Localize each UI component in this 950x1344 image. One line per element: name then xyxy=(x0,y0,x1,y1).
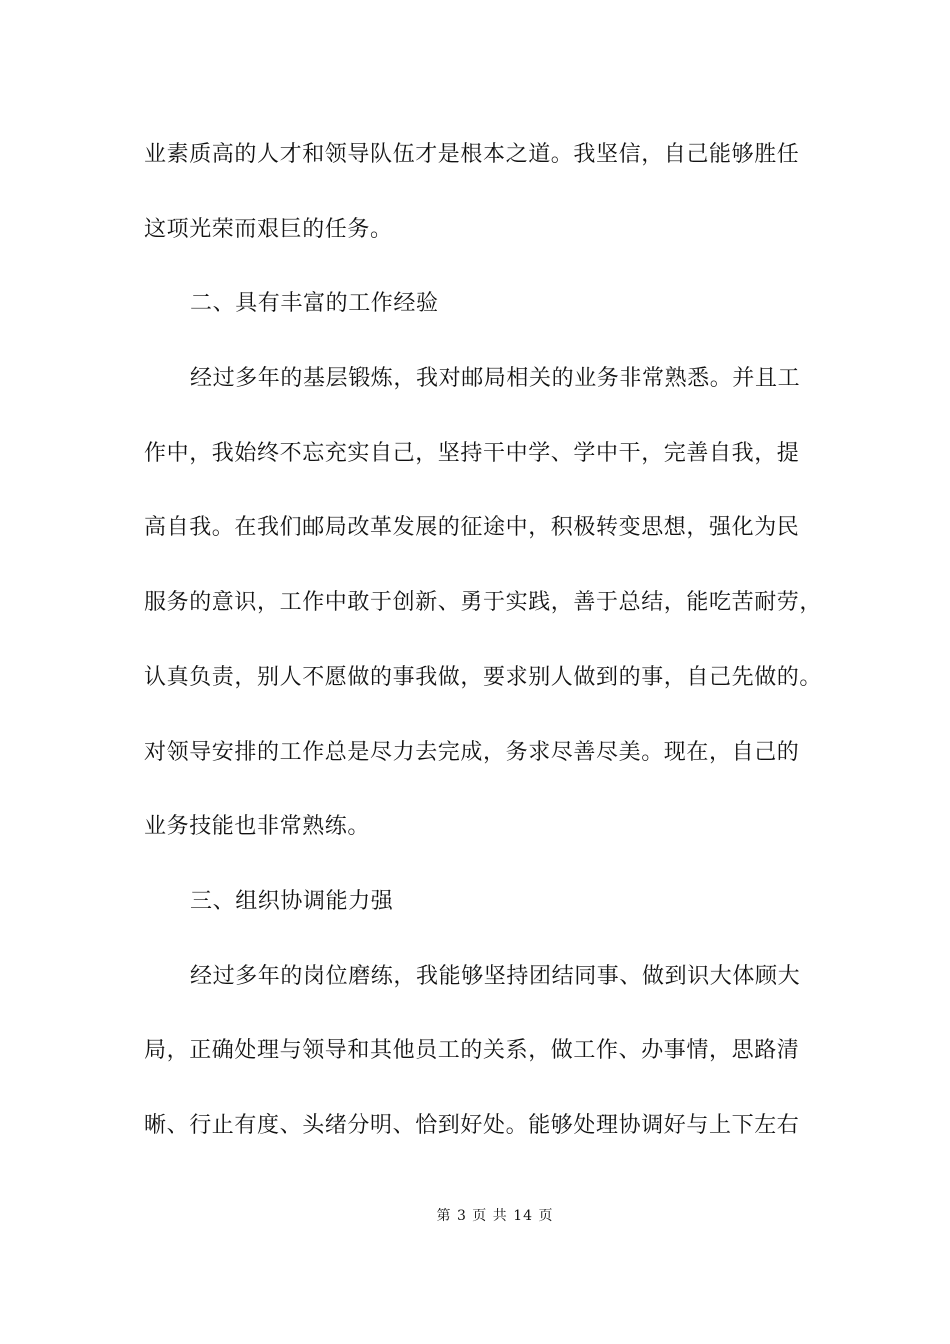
text-line: 高自我。在我们邮局改革发展的征途中，积极转变思想，强化为民 xyxy=(144,515,800,541)
text-line: 经过多年的岗位磨练，我能够坚持团结同事、做到识大体顾大 xyxy=(190,963,801,989)
text-line: 业素质高的人才和领导队伍才是根本之道。我坚信，自己能够胜任 xyxy=(144,142,800,167)
section-heading: 三、组织协调能力强 xyxy=(190,888,394,914)
page-number-footer: 第 3 页 共 14 页 xyxy=(436,1208,554,1224)
text-line: 服务的意识，工作中敢于创新、勇于实践，善于总结，能吃苦耐劳， xyxy=(144,590,823,616)
text-line: 局，正确处理与领导和其他员工的关系，做工作、办事情，思路清 xyxy=(144,1038,800,1064)
text-line: 作中，我始终不忘充实自己，坚持干中学、学中干，完善自我，提 xyxy=(144,440,800,466)
text-line: 业务技能也非常熟练。 xyxy=(144,814,371,840)
text-line: 晰、行止有度、头绪分明、恰到好处。能够处理协调好与上下左右 xyxy=(144,1112,800,1138)
text-line: 认真负责，别人不愿做的事我做，要求别人做到的事，自己先做的。 xyxy=(144,664,823,690)
text-line: 对领导安排的工作总是尽力去完成，务求尽善尽美。现在，自己的 xyxy=(144,739,800,765)
body-text xyxy=(144,126,823,1172)
text-line: 经过多年的基层锻炼，我对邮局相关的业务非常熟悉。并且工 xyxy=(190,366,801,392)
text-line: 这项光荣而艰巨的任务。 xyxy=(144,216,393,242)
section-heading: 二、具有丰富的工作经验 xyxy=(190,291,439,317)
